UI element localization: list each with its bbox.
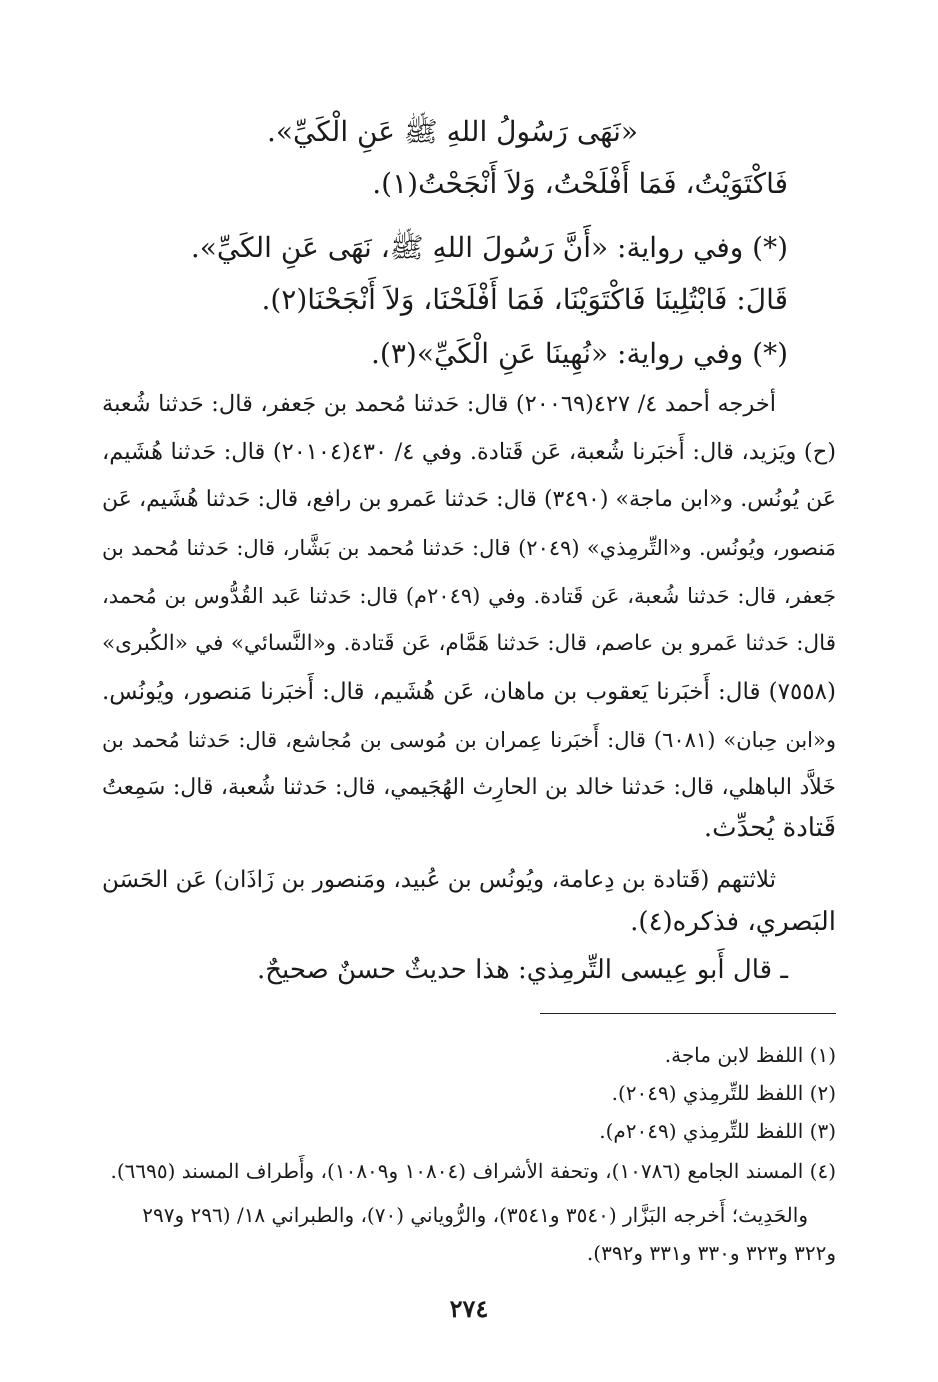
- takhrij-line: خَلاَّد الباهلي، قال: حَدثنا خالد بن الحارِث الهُجَيمي، قال: حَدثنا شُعبة، قال: سَمِعتُ: [102, 775, 836, 800]
- takhrij-line: أخرجه أحمد ٤/ ٤٢٧(٢٠٠٦٩) قال: حَدثنا مُحمد بن جَعفر، قال: حَدثنا شُعبة: [102, 391, 776, 417]
- summary-line: ثلاثتهم (قَتادة بن دِعامة، ويُونُس بن عُبيد، ومَنصور بن زَاذَان) عَن الحَسَن: [102, 867, 776, 893]
- footnote-separator: [540, 1013, 836, 1014]
- takhrij-line: قال: حَدثنا عَمرو بن عاصم، قال: حَدثنا هَمَّام، عَن قَتادة. و«النَّسائي» في «الكُبرى»: [102, 631, 836, 656]
- takhrij-line: عَن يُونُس. و«ابن ماجة» (٣٤٩٠) قال: حَدثنا عَمرو بن رافع، قال: حَدثنا هُشَيم، عَن: [102, 487, 836, 512]
- hadith-line: قَالَ: فَابْتُلِينَا فَاكْتَوَيْنَا، فَمَا أَفْلَحْنَا، وَلاَ أَنْجَحْنَا(٢).: [261, 283, 788, 316]
- hadith-line: (*) وفي رواية: «أَنَّ رَسُولَ اللهِ ﷺ، نَهَى عَنِ الكَيِّ».: [190, 231, 788, 264]
- takhrij-line: (٧٥٥٨) قال: أَخبَرنا يَعقوب بن ماهان، عَن هُشَيم، قال: أَخبَرنا مَنصور، ويُونُس.: [102, 679, 836, 705]
- footnote: و٣٢٢ و٣٢٣ و٣٣٠ و٣٣١ و٣٩٢).: [586, 1241, 836, 1265]
- footnote: (٣) اللفظ للتِّرمِذي (٢٠٤٩م).: [599, 1119, 836, 1143]
- hadith-line: «نَهَى رَسُولُ اللهِ ﷺ عَنِ الْكَيِّ».: [266, 115, 638, 148]
- footnote: والحَدِيث؛ أَخرجه البَزَّار (٣٥٤٠ و٣٥٤١)، والرُّوياني (٧٠)، والطبراني ١٨/ (٢٩٦ و٢٩٧: [142, 1203, 808, 1227]
- takhrij-line: جَعفر، قال: حَدثنا شُعبة، عَن قَتادة. وفي (٢٠٤٩م) قال: حَدثنا عَبد القُدُّوس بن مُحمد،: [102, 584, 836, 608]
- footnote: (١) اللفظ لابن ماجة.: [664, 1043, 836, 1067]
- takhrij-line: و«ابن حِبان» (٦٠٨١) قال: أَخبَرنا عِمران بن مُوسى بن مُجاشع، قال: حَدثنا مُحمد بن: [102, 728, 836, 752]
- footnote: (٢) اللفظ للتِّرمِذي (٢٠٤٩).: [611, 1081, 836, 1105]
- hadith-line: (*) وفي رواية: «نُهِينَا عَنِ الْكَيِّ»(٣).: [371, 337, 788, 370]
- page-number: ٢٧٤: [449, 1294, 489, 1323]
- takhrij-line: قَتادة يُحدِّث.: [703, 813, 836, 843]
- footnote: (٤) المسند الجامع (١٠٧٨٦)، وتحفة الأشراف (١٠٨٠٤ و١٠٨٠٩)، وأَطراف المسند (٦٦٩٥).: [110, 1159, 836, 1183]
- takhrij-line: مَنصور، ويُونُس. و«التِّرمِذي» (٢٠٤٩) قال: حَدثنا مُحمد بن بَشَّار، قال: حَدثنا مُحمد بن: [102, 536, 836, 560]
- summary-line: البَصري، فذكره(٤).: [630, 907, 836, 937]
- hadith-line: فَاكْتَوَيْتُ، فَمَا أَفْلَحْتُ، وَلاَ أَنْجَحْتُ(١).: [372, 167, 788, 200]
- tirmidhi-verdict: ـ قال أَبو عِيسى التِّرمِذي: هذا حديثٌ حسنٌ صحيحٌ.: [257, 955, 788, 985]
- takhrij-line: (ح) ويَزيد، قال: أَخبَرنا شُعبة، عَن قَتادة. وفي ٤/ ٤٣٠(٢٠١٠٤) قال: حَدثنا هُشَيم،: [102, 439, 836, 465]
